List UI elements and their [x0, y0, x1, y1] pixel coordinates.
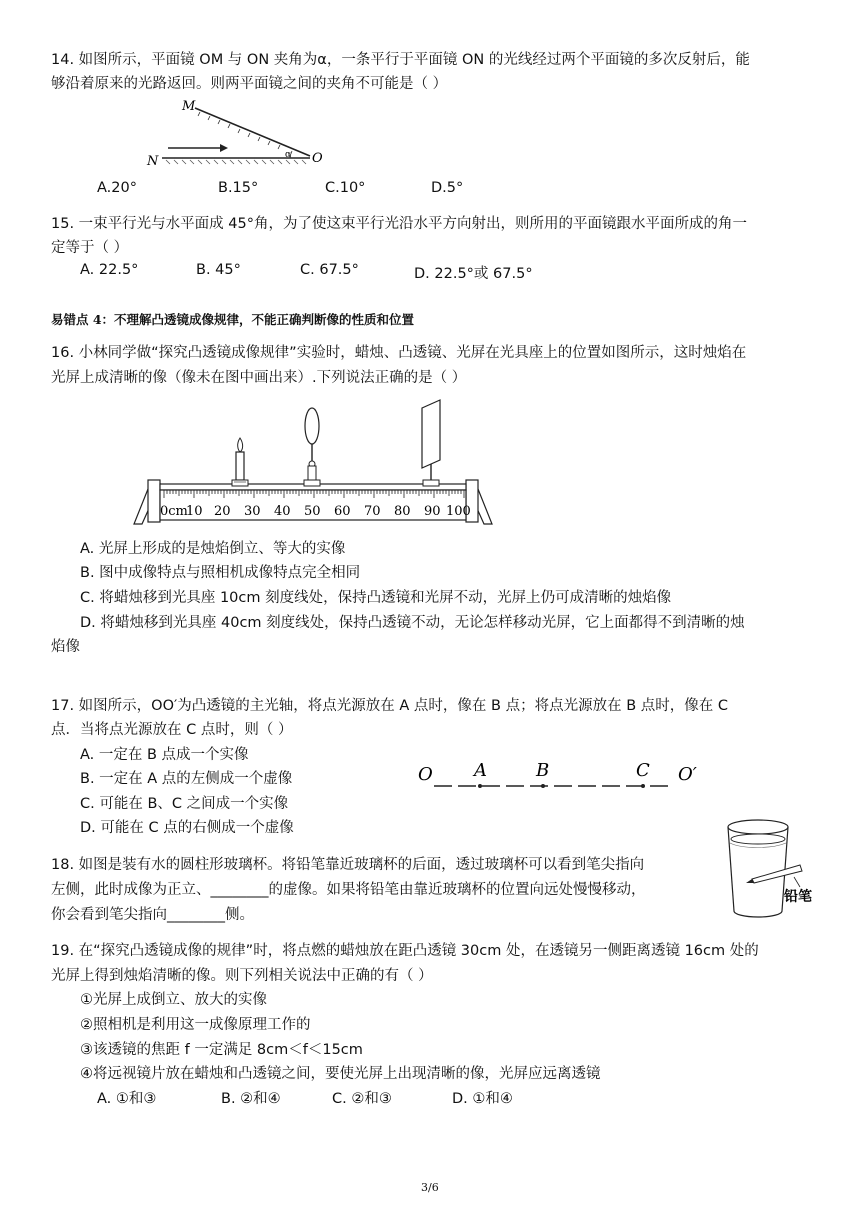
label-O: O	[312, 151, 323, 166]
q18-text-line2: 左侧，此时成像为正立、________的虚像。如果将铅笔由靠近玻璃杯的位置向远处慢慢移动，	[51, 882, 646, 898]
axis-label-O-prime: O′	[678, 764, 697, 785]
bench-label-0: 0cm	[160, 504, 188, 519]
bench-label-10: 10	[186, 504, 203, 519]
bench-label-100: 100	[446, 504, 471, 519]
q14-text-line1: 14. 如图所示，平面镜 OM 与 ON 夹角为α，一条平行于平面镜 ON 的光线经过两个平面镜的多次反射后，能	[51, 52, 750, 68]
q17-text-line1: 17. 如图所示，OO′为凸透镜的主光轴，将点光源放在 A 点时，像在 B 点；将点光源放在 B 点时，像在 C	[51, 698, 728, 714]
bench-label-60: 60	[334, 504, 351, 519]
axis-label-B: B	[536, 760, 550, 781]
glass-pencil-figure	[722, 817, 822, 923]
q16-option-d: D. 将蜡烛移到光具座 40cm 刻度线处，保持凸透镜不动，无论怎样移动光屏，它上面都得不到清晰的烛	[80, 615, 745, 631]
q17-option-b: B. 一定在 A 点的左侧成一个虚像	[80, 771, 293, 787]
q19-statement-2: ②照相机是利用这一成像原理工作的	[80, 1017, 311, 1033]
q14-option-d: D.5°	[431, 180, 464, 196]
axis-label-A: A	[474, 760, 487, 781]
q16-option-d-continued: 焰像	[51, 639, 80, 655]
q15-option-a: A. 22.5°	[80, 262, 139, 278]
q17-option-c: C. 可能在 B、C 之间成一个实像	[80, 796, 289, 812]
q19-text-line1: 19. 在“探究凸透镜成像的规律”时，将点燃的蜡烛放在距凸透镜 30cm 处，在透镜另一侧距离透镜 16cm 处的	[51, 943, 759, 959]
q17-option-a: A. 一定在 B 点成一个实像	[80, 747, 249, 763]
label-alpha: α	[285, 150, 292, 160]
bench-label-80: 80	[394, 504, 411, 519]
q16-text-line1: 16. 小林同学做“探究凸透镜成像规律”实验时，蜡烛、凸透镜、光屏在光具座上的位置如图所示，这时烛焰在	[51, 345, 747, 361]
q19-option-b: B. ②和④	[221, 1091, 281, 1107]
q19-option-c: C. ②和③	[332, 1091, 392, 1107]
q16-option-c: C. 将蜡烛移到光具座 10cm 刻度线处，保持凸透镜和光屏不动，光屏上仍可成清晰的烛焰像	[80, 590, 672, 606]
q15-text-line2: 定等于（ ）	[51, 240, 129, 256]
convex-lens	[304, 408, 320, 486]
q19-option-d: D. ①和④	[452, 1091, 513, 1107]
axis-label-C: C	[636, 760, 650, 781]
q18-text-line1: 18. 如图是装有水的圆柱形玻璃杯。将铅笔靠近玻璃杯的后面，透过玻璃杯可以看到笔尖指向	[51, 857, 645, 873]
q19-statement-3: ③该透镜的焦距 f 一定满足 8cm＜f＜15cm	[80, 1042, 363, 1058]
candle	[232, 438, 248, 486]
q19-text-line2: 光屏上得到烛焰清晰的像。则下列相关说法中正确的有（ ）	[51, 968, 433, 984]
q15-option-d: D. 22.5°或 67.5°	[414, 266, 533, 282]
q15-option-c: C. 67.5°	[300, 262, 359, 278]
q14-option-a: A.20°	[97, 180, 137, 196]
light-screen	[422, 400, 440, 486]
q19-statement-1: ①光屏上成倒立、放大的实像	[80, 992, 267, 1008]
bench-label-90: 90	[424, 504, 441, 519]
q15-text-line1: 15. 一束平行光与水平面成 45°角，为了使这束平行光沿水平方向射出，则所用的平面镜跟水平面所成的角一	[51, 216, 747, 232]
pencil-label: 铅笔	[784, 889, 812, 905]
q14-mirror-figure	[140, 96, 340, 172]
section-heading: 易错点 4：不理解凸透镜成像规律，不能正确判断像的性质和位置	[51, 312, 415, 327]
q15-option-b: B. 45°	[196, 262, 241, 278]
q16-option-b: B. 图中成像特点与照相机成像特点完全相同	[80, 565, 361, 581]
q14-option-c: C.10°	[325, 180, 366, 196]
q17-option-d: D. 可能在 C 点的右侧成一个虚像	[80, 820, 294, 836]
q17-text-line2: 点．当将点光源放在 C 点时，则（ ）	[51, 722, 293, 738]
bench-label-40: 40	[274, 504, 291, 519]
label-M: M	[182, 99, 196, 114]
bench-label-70: 70	[364, 504, 381, 519]
bench-label-20: 20	[214, 504, 231, 519]
page-number: 3/6	[421, 1181, 439, 1194]
axis-label-O: O	[418, 764, 433, 785]
label-N: N	[147, 154, 159, 169]
q19-option-a: A. ①和③	[97, 1091, 157, 1107]
q16-text-line2: 光屏上成清晰的像（像未在图中画出来）.下列说法正确的是（ ）	[51, 370, 467, 386]
bench-label-30: 30	[244, 504, 261, 519]
q18-text-line3: 你会看到笔尖指向________侧。	[51, 907, 254, 923]
bench-label-50: 50	[304, 504, 321, 519]
principal-axis-figure	[412, 760, 712, 796]
q19-statement-4: ④将远视镜片放在蜡烛和凸透镜之间，要使光屏上出现清晰的像，光屏应远离透镜	[80, 1066, 601, 1082]
q16-option-a: A. 光屏上形成的是烛焰倒立、等大的实像	[80, 541, 346, 557]
optical-bench-figure	[130, 396, 496, 530]
q14-text-line2: 够沿着原来的光路返回。则两平面镜之间的夹角不可能是（ ）	[51, 76, 448, 92]
q14-option-b: B.15°	[218, 180, 259, 196]
